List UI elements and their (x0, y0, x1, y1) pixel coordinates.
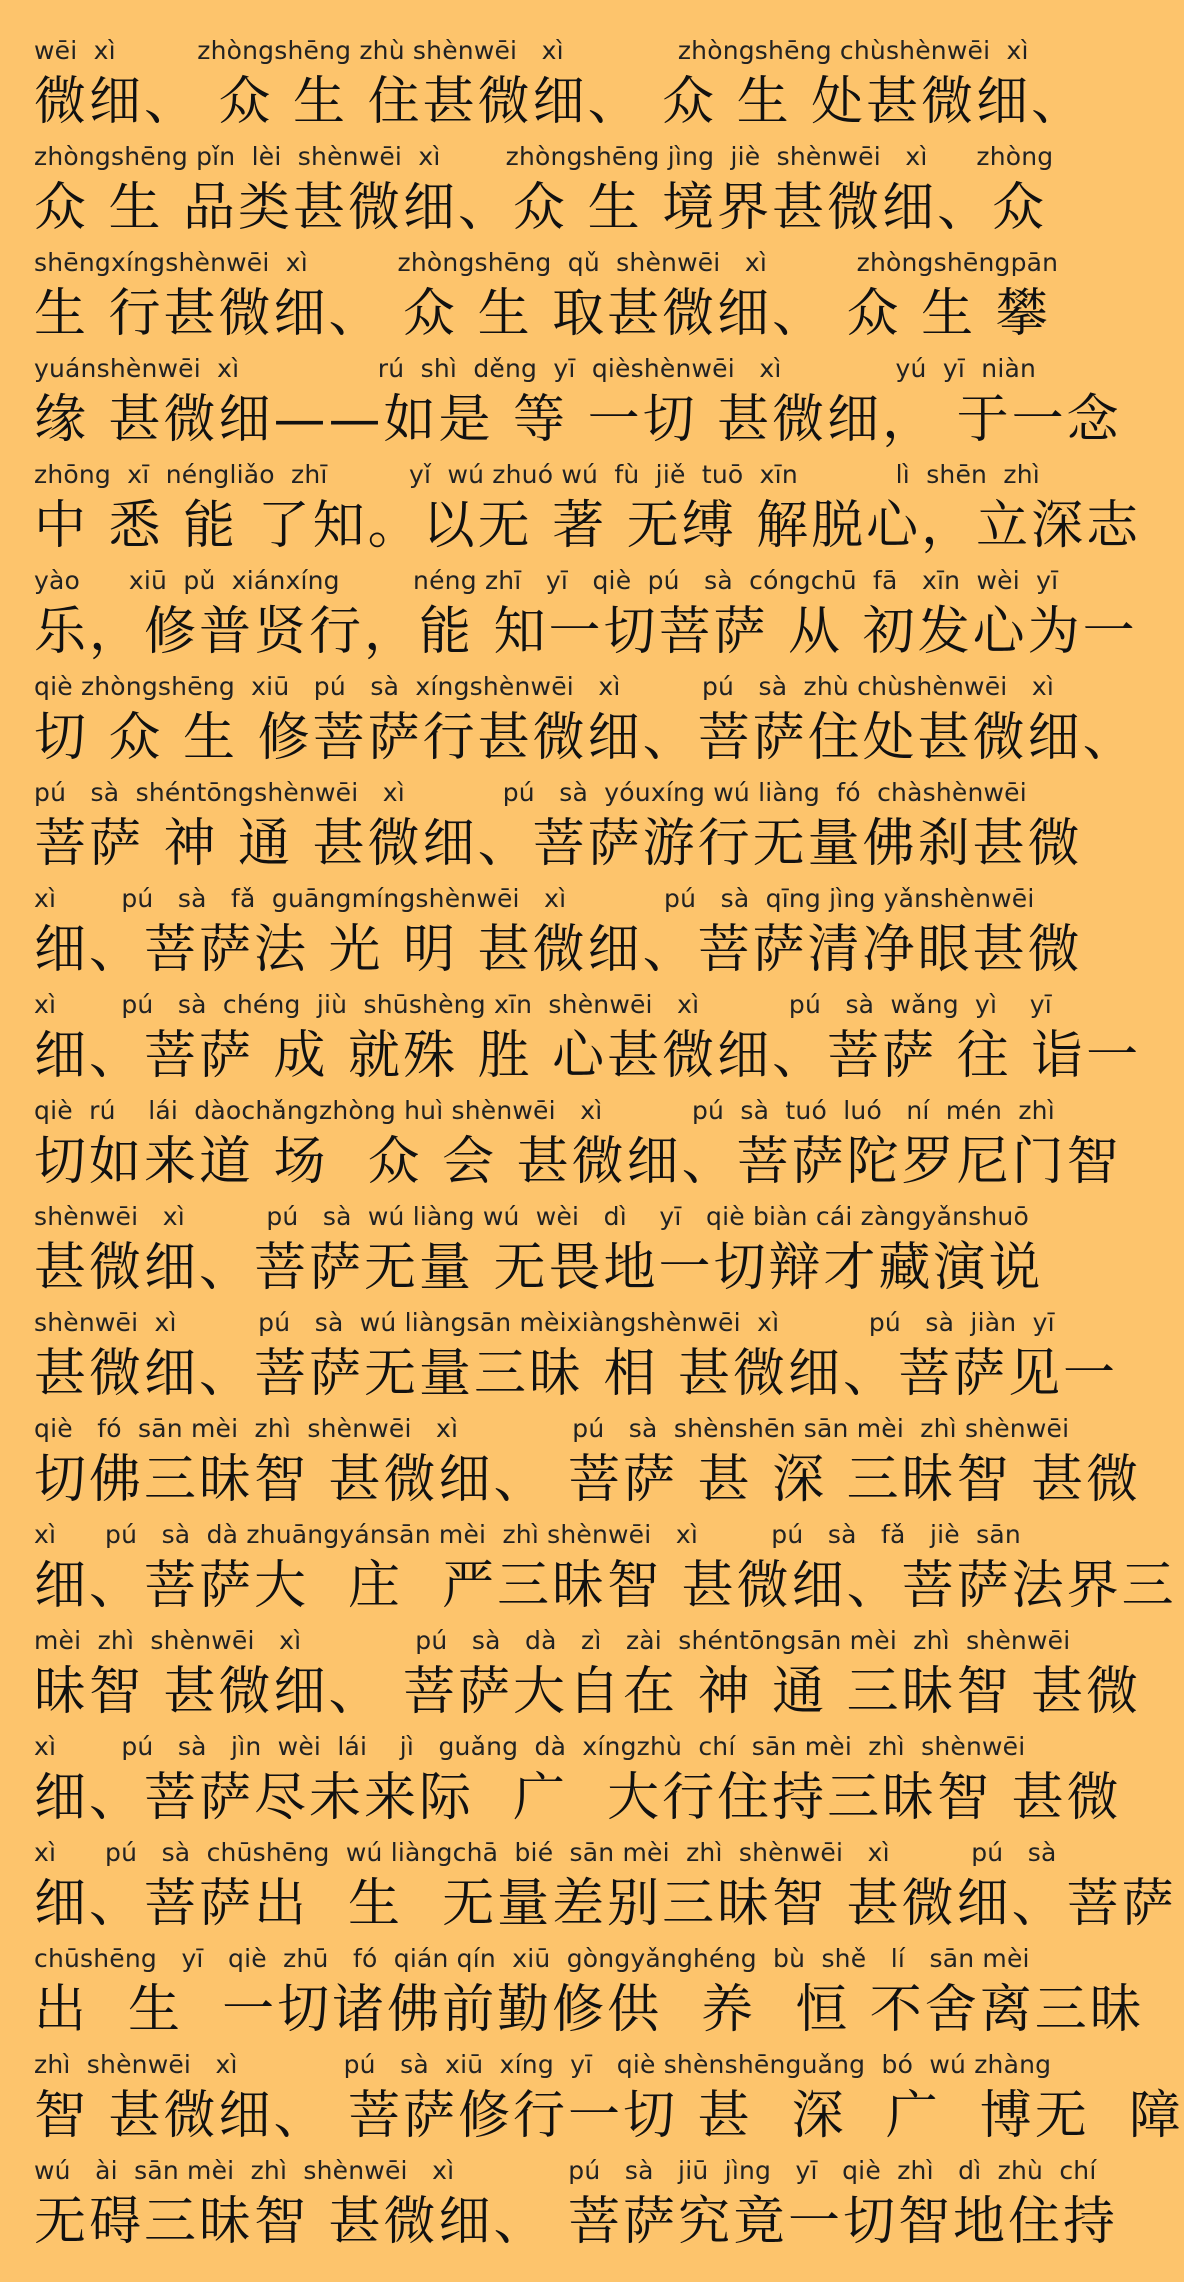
pinyin-line: xì pú sà dà zhuāngyánsān mèi zhì shènwēi xì pú sà fǎ jiè sān (34, 1520, 1021, 1549)
text-line (34, 36, 1087, 142)
hanzi-line: 乐，修普贤行，能 知一切菩萨 从 初发心为一 (34, 602, 1138, 662)
hanzi-line: 生 行甚微细、 众 生 取甚微细、 众 生 攀 (34, 284, 1051, 344)
pinyin-line: qiè rú lái dàochǎngzhòng huì shènwēi xì pú sà tuó luó ní mén zhì (34, 1096, 1055, 1125)
text-line (34, 1838, 1177, 1944)
text-line (34, 1096, 1122, 1202)
pinyin-line: wēi xì zhòngshēng zhù shènwēi xì zhòngshēng chùshènwēi xì (34, 36, 1029, 65)
hanzi-line: 细、菩萨出 生 无量差别三昧智 甚微细、菩萨 (34, 1874, 1177, 1934)
text-line (34, 566, 1138, 672)
hanzi-line: 细、菩萨 成 就殊 胜 心甚微细、菩萨 往 诣一 (34, 1026, 1142, 1086)
pinyin-line: zhōng xī néngliǎo zhī yǐ wú zhuó wú fù jiě tuō xīn lì shēn zhì (34, 460, 1040, 489)
hanzi-line: 切如来道 场 众 会 甚微细、菩萨陀罗尼门智 (34, 1132, 1122, 1192)
pinyin-line: xì pú sà fǎ guāngmíngshènwēi xì pú sà qīng jìng yǎnshènwēi (34, 884, 1035, 913)
hanzi-line: 甚微细、菩萨无量 无畏地一切辩才藏演说 (34, 1238, 1044, 1298)
text-line (34, 1520, 1177, 1626)
pinyin-line: chūshēng yī qiè zhū fó qián qín xiū gòngyǎnghéng bù shě lí sān mèi (34, 1944, 1030, 1973)
hanzi-line: 微细、 众 生 住甚微细、 众 生 处甚微细、 (34, 72, 1087, 132)
hanzi-line: 中 悉 能 了知。以无 著 无缚 解脱心，立深志 (34, 496, 1142, 556)
text-line (34, 1308, 1119, 1414)
text-line (34, 990, 1142, 1096)
text-line (34, 1732, 1122, 1838)
hanzi-line: 细、菩萨尽未来际 广 大行住持三昧智 甚微 (34, 1768, 1122, 1828)
text-line (34, 1414, 1142, 1520)
hanzi-line: 甚微细、菩萨无量三昧 相 甚微细、菩萨见一 (34, 1344, 1119, 1404)
pinyin-line: shēngxíngshènwēi xì zhòngshēng qǔ shènwēi xì zhòngshēngpān (34, 248, 1059, 277)
pinyin-line: qiè zhòngshēng xiū pú sà xíngshènwēi xì pú sà zhù chùshènwēi xì (34, 672, 1055, 701)
pinyin-line: zhòngshēng pǐn lèi shènwēi xì zhòngshēng jìng jiè shènwēi xì zhòng (34, 142, 1054, 171)
pinyin-line: yào xiū pǔ xiánxíng néng zhī yī qiè pú sà cóngchū fā xīn wèi yī (34, 566, 1059, 595)
pinyin-line: xì pú sà chūshēng wú liàngchā bié sān mèi zhì shènwēi xì pú sà (34, 1838, 1057, 1867)
text-line (34, 460, 1142, 566)
pinyin-line: shènwēi xì pú sà wú liàngsān mèixiàngshènwēi xì pú sà jiàn yī (34, 1308, 1055, 1337)
hanzi-line: 众 生 品类甚微细、众 生 境界甚微细、众 (34, 178, 1048, 238)
hanzi-line: 细、菩萨大 庄 严三昧智 甚微细、菩萨法界三 (34, 1556, 1177, 1616)
pinyin-line: yuánshènwēi xì rú shì děng yī qièshènwēi xì yú yī niàn (34, 354, 1037, 383)
text-line (34, 2156, 1119, 2262)
hanzi-line: 切佛三昧智 甚微细、 菩萨 甚 深 三昧智 甚微 (34, 1450, 1142, 1510)
hanzi-line: 细、菩萨法 光 明 甚微细、菩萨清净眼甚微 (34, 920, 1083, 980)
pinyin-line: xì pú sà chéng jiù shūshèng xīn shènwēi xì pú sà wǎng yì yī (34, 990, 1052, 1019)
text-line (34, 1626, 1142, 1732)
text-line (34, 1202, 1052, 1308)
pinyin-line: shènwēi xì pú sà wú liàng wú wèi dì yī qiè biàn cái zàngyǎnshuō (34, 1202, 1029, 1231)
pinyin-line: wú ài sān mèi zhì shènwēi xì pú sà jiū jìng yī qiè zhì dì zhù chí (34, 2156, 1097, 2185)
text-line (34, 672, 1138, 778)
text-line (34, 1944, 1145, 2050)
pinyin-line: pú sà shéntōngshènwēi xì pú sà yóuxíng wú liàng fó chàshènwēi (34, 778, 1027, 807)
pinyin-line: xì pú sà jìn wèi lái jì guǎng dà xíngzhù chí sān mèi zhì shènwēi (34, 1732, 1026, 1761)
pinyin-line: zhì shènwēi xì pú sà xiū xíng yī qiè shènshēnguǎng bó wú zhàng (34, 2050, 1052, 2079)
hanzi-line: 菩萨 神 通 甚微细、菩萨游行无量佛刹甚微 (34, 814, 1083, 874)
hanzi-line: 昧智 甚微细、 菩萨大自在 神 通 三昧智 甚微 (34, 1662, 1142, 1722)
hanzi-line: 切 众 生 修菩萨行甚微细、菩萨住处甚微细、 (34, 708, 1138, 768)
text-line (34, 248, 1059, 354)
pinyin-line: mèi zhì shènwēi xì pú sà dà zì zài shéntōngsān mèi zhì shènwēi (34, 1626, 1071, 1655)
hanzi-line: 出 生 一切诸佛前勤修供 养 恒 不舍离三昧 (34, 1980, 1145, 2040)
text-line (34, 884, 1083, 990)
hanzi-line: 无碍三昧智 甚微细、 菩萨究竟一切智地住持 (34, 2192, 1119, 2252)
text-line (34, 2050, 1184, 2156)
text-line (34, 778, 1083, 884)
text-line (34, 142, 1052, 248)
pinyin-line: qiè fó sān mèi zhì shènwēi xì pú sà shènshēn sān mèi zhì shènwēi (34, 1414, 1070, 1443)
hanzi-line: 缘 甚微细——如是 等 一切 甚微细， 于一念 (34, 390, 1122, 450)
text-line (34, 354, 1122, 460)
hanzi-line: 智 甚微细、 菩萨修行一切 甚 深 广 博无 障 (34, 2086, 1184, 2146)
